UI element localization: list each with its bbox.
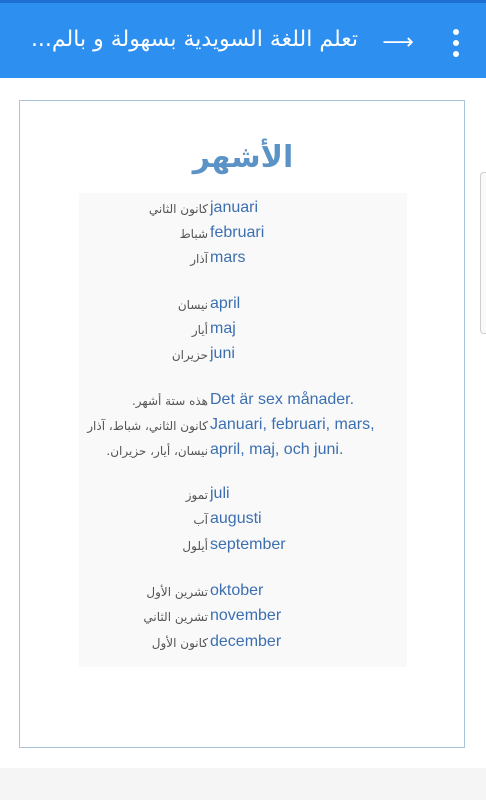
vocab-row [79,320,407,344]
arabic-text: كانون الثاني، شباط، آذار [87,419,208,433]
swedish-text: januari [210,199,259,216]
swedish-text: Januari, februari, mars, [210,416,375,433]
arabic-text: أيلول [182,539,208,553]
arabic-text: تموز [185,488,208,502]
vocab-row [79,607,407,631]
vocab-row [79,199,407,223]
arabic-text: آذار [190,252,208,266]
arabic-text: أيار [191,323,208,337]
vocab-row [79,295,407,319]
swedish-text: mars [210,249,246,266]
swedish-text: februari [210,224,265,241]
more-options-icon[interactable] [446,27,466,59]
dot [453,29,459,35]
vocab-row [79,345,407,369]
vocab-row [79,485,407,509]
arabic-text: كانون الثاني [148,202,208,216]
arabic-text: نيسان، أيار، حزيران. [106,444,208,458]
app-bar [0,0,486,78]
arabic-text: شباط [179,227,208,241]
vocab-row [79,582,407,606]
swedish-text: december [210,633,282,650]
swedish-text: maj [210,320,236,337]
swedish-text: Det är sex månader. [210,391,355,408]
swedish-text: juni [210,345,235,362]
vocab-row [79,416,407,440]
arabic-text: هذه ستة أشهر. [131,394,208,408]
side-drawer-handle[interactable] [480,172,486,334]
vocab-row [79,633,407,657]
back-arrow-icon[interactable]: ⟶ [382,30,414,55]
lesson-heading: الأشهر [192,140,294,175]
arabic-text: تشرين الأول [146,585,208,599]
vocab-row [79,441,407,465]
swedish-text: juli [210,485,230,502]
arabic-text: حزيران [171,348,208,362]
vocab-row [79,249,407,273]
vocab-row [79,536,407,560]
dot [453,40,459,46]
arabic-text: نيسان [177,298,208,312]
arabic-text: تشرين الثاني [143,610,208,624]
vocab-row [79,510,407,534]
vocab-row [79,391,407,415]
swedish-text: augusti [210,510,262,527]
swedish-text: april, maj, och juni. [210,441,344,458]
swedish-text: oktober [210,582,264,599]
swedish-text: november [210,607,282,624]
arabic-text: كانون الأول [151,636,208,650]
app-title: تعلم اللغة السويدية بسهولة و بالم... [30,27,358,52]
vocabulary-panel [79,193,407,667]
vocab-row [79,224,407,248]
bottom-area [0,768,486,800]
dot [453,51,459,57]
swedish-text: april [210,295,241,312]
arabic-text: آب [193,513,208,527]
swedish-text: september [210,536,286,553]
